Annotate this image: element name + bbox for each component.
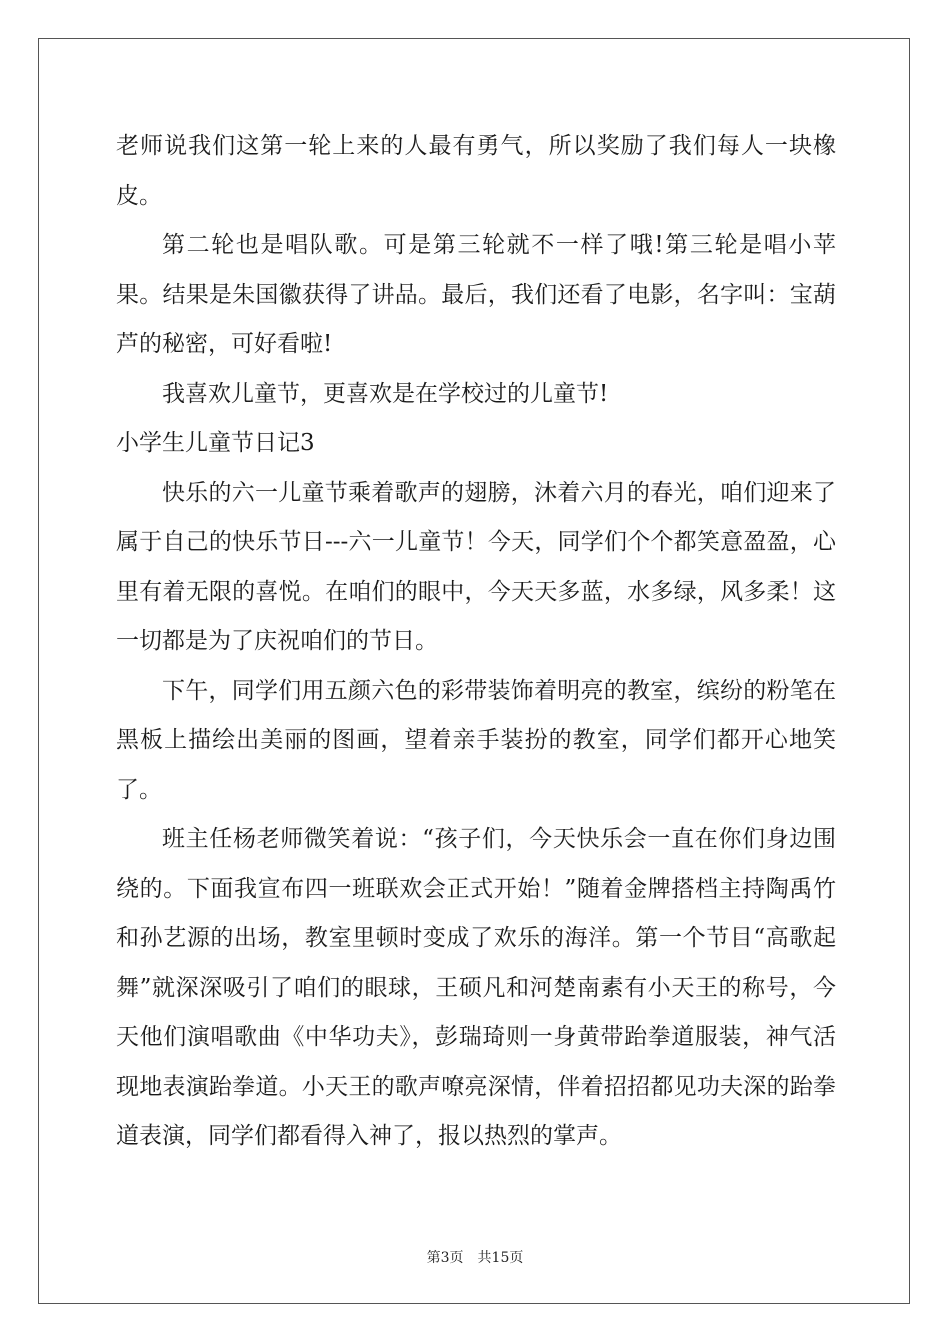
paragraph: 第二轮也是唱队歌。可是第三轮就不一样了哦!第三轮是唱小苹果。结果是朱国徽获得了讲品。最后，我们还看了电影，名字叫：宝葫芦的秘密，可好看啦! (116, 232, 836, 357)
page-number-footer: 第3页 共15页 (426, 1250, 524, 1266)
paragraph-continued: 老师说我们这第一轮上来的人最有勇气，所以奖励了我们每人一块橡皮。 (116, 133, 836, 209)
paragraph: 我喜欢儿童节，更喜欢是在学校过的儿童节! (162, 380, 609, 407)
section-heading: 小学生儿童节日记3 (116, 430, 315, 456)
paragraph: 下午，同学们用五颜六色的彩带装饰着明亮的教室，缤纷的粉笔在黑板上描绘出美丽的图画，望着亲手装扮的教室，同学们都开心地笑了。 (116, 677, 836, 803)
paragraph: 班主任杨老师微笑着说：“孩子们，今天快乐会一直在你们身边围绕的。下面我宣布四一班联欢会正式开始！”随着金牌搭档主持陶禹竹和孙艺源的出场，教室里顿时变成了欢乐的海洋。第一个节目“高歌起舞”就深深吸引了咱们的眼球，王硕凡和河楚南素有小天王的称号，今天他们演唱歌曲《中华功夫》，彭瑞琦则一身黄带跆拳道服装，神气活现地表演跆拳道。小天王的歌声嘹亮深情，伴着招招都见功夫深的跆拳道表演，同学们都看得入神了，报以热烈的掌声。 (116, 826, 836, 1149)
document-body (116, 122, 836, 1162)
paragraph: 快乐的六一儿童节乘着歌声的翅膀，沐着六月的春光，咱们迎来了属于自己的快乐节日---六一儿童节！今天，同学们个个都笑意盈盈，心里有着无限的喜悦。在咱们的眼中，今天天多蓝，水多绿，风多柔！这一切都是为了庆祝咱们的节日。 (116, 479, 836, 654)
